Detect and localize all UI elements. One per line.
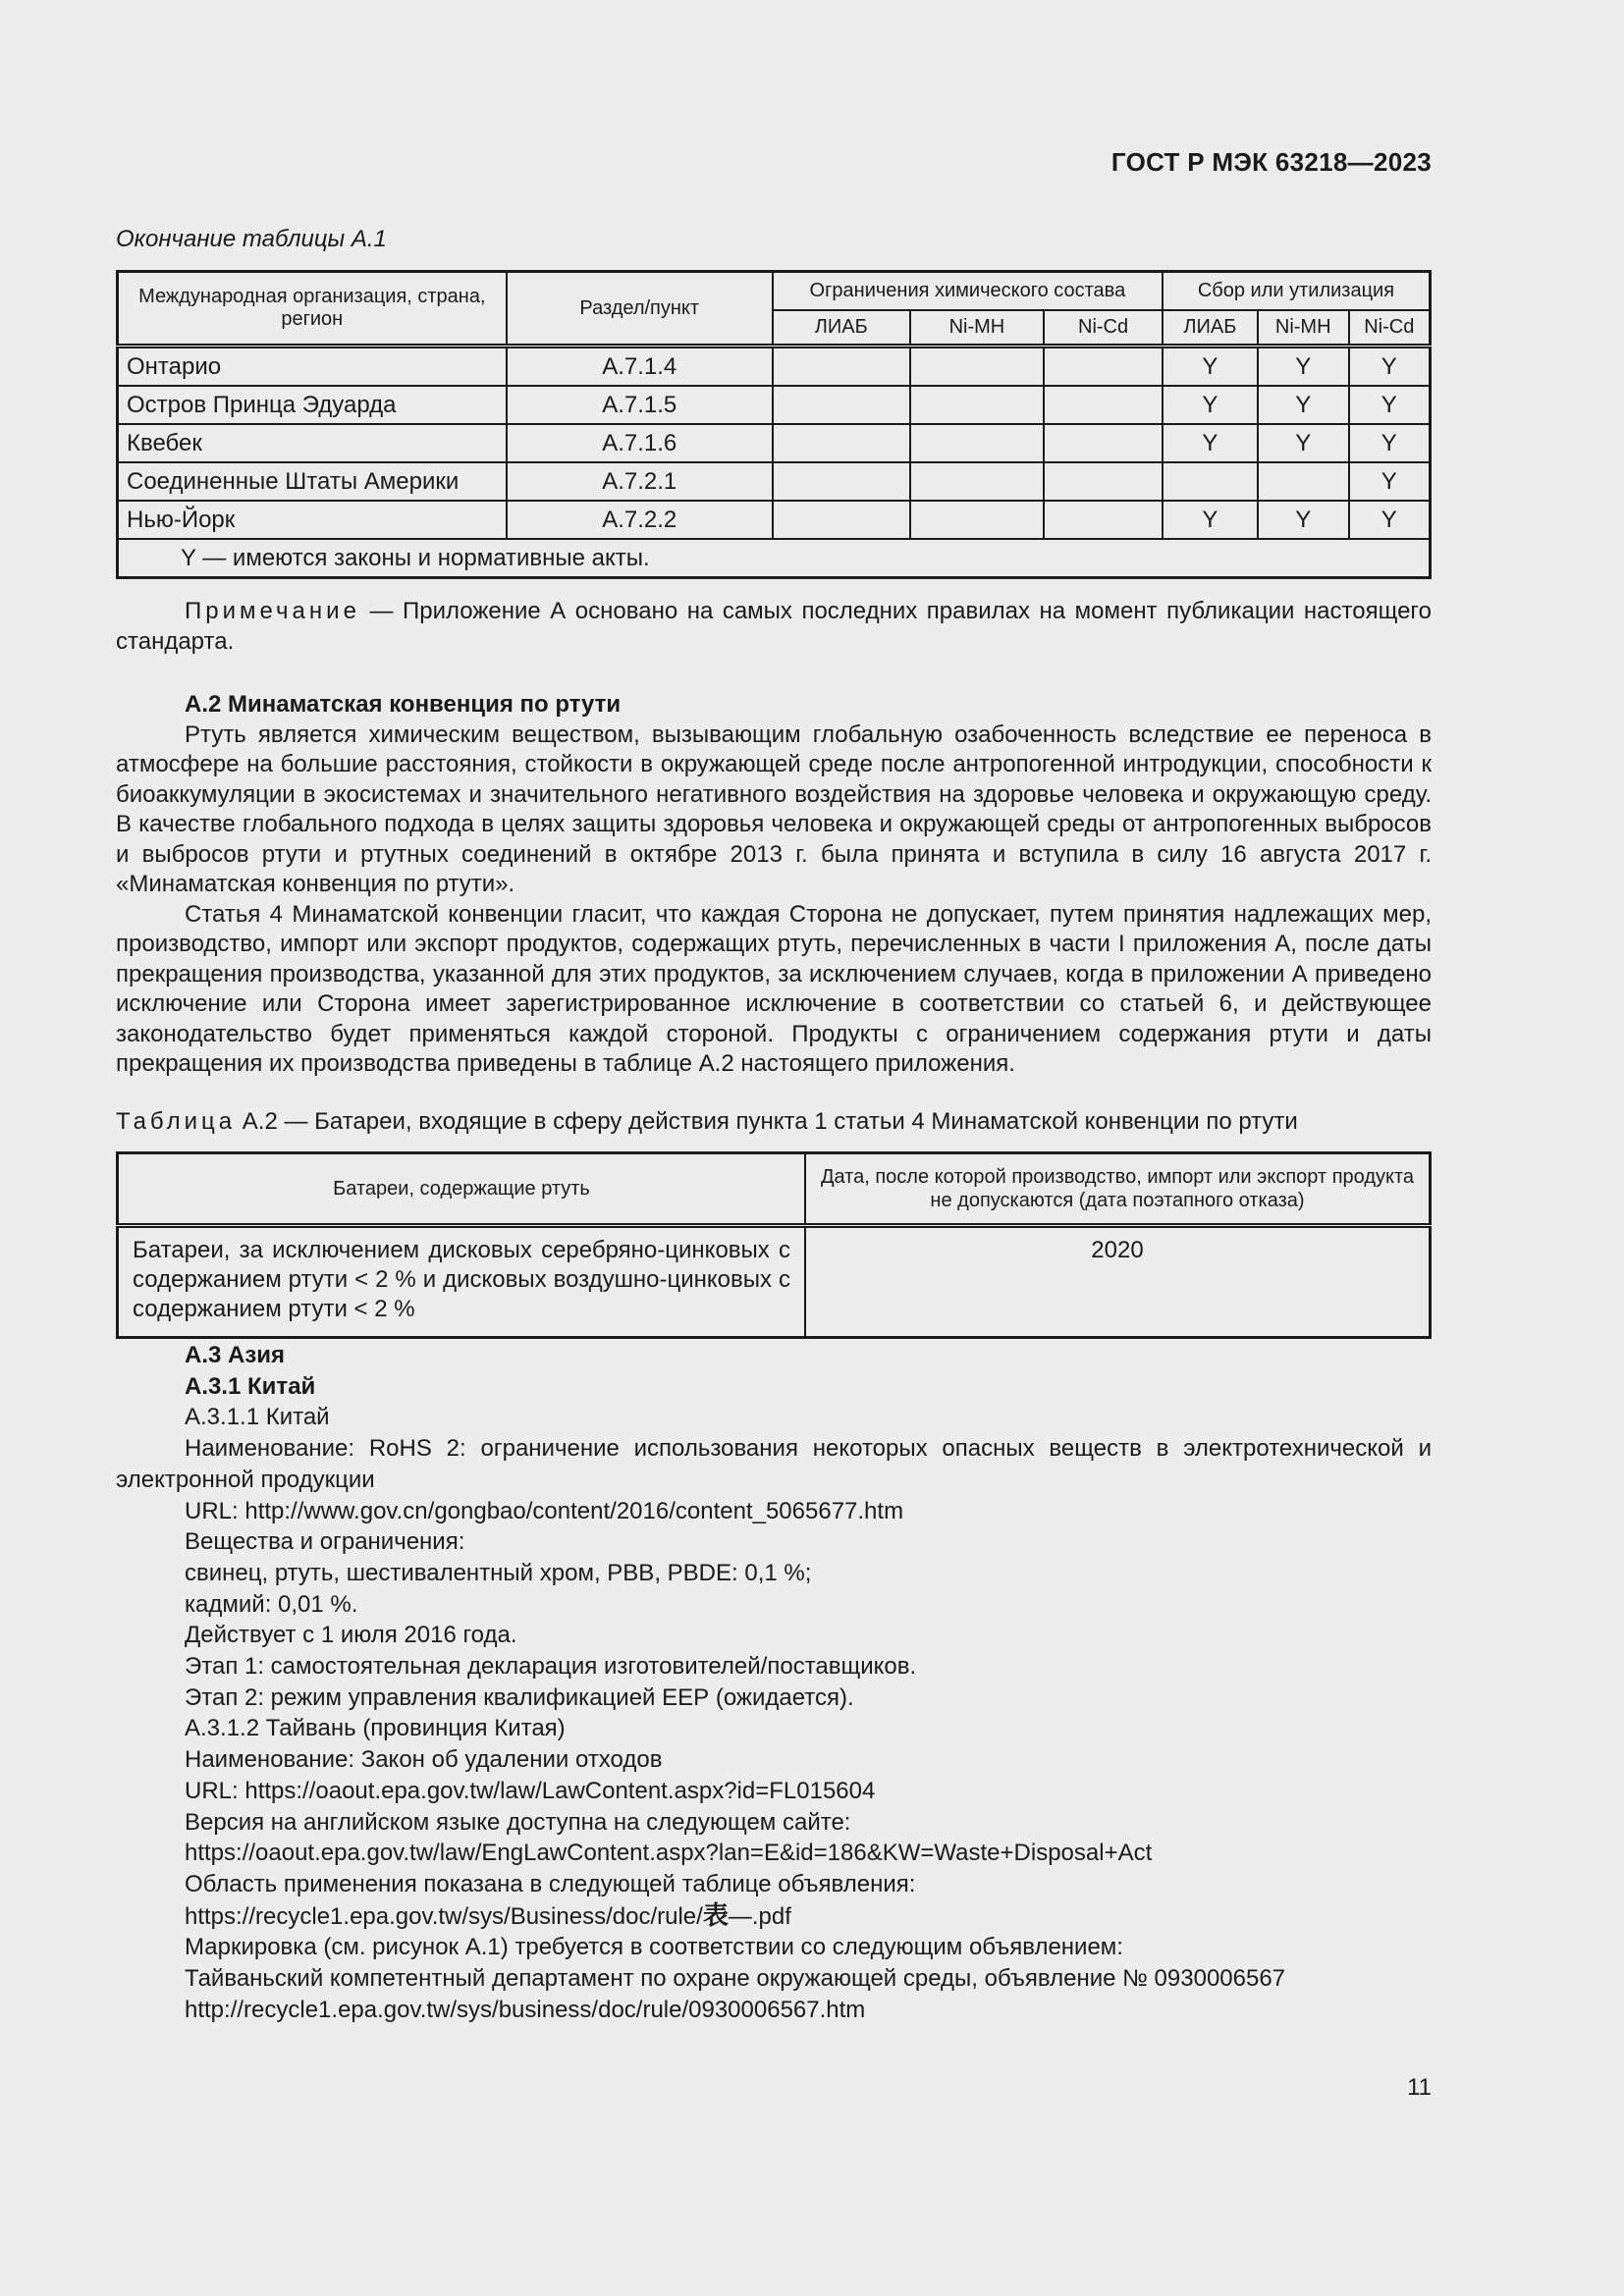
text-line: Наименование: Закон об удалении отходов <box>185 1746 663 1774</box>
row-organization: Соединенные Штаты Америки <box>118 462 507 501</box>
row-section: А.7.1.4 <box>507 347 773 387</box>
url-line: URL: https://oaout.epa.gov.tw/law/LawContent.aspx?id=FL015604 <box>185 1777 876 1804</box>
row-value <box>910 501 1045 539</box>
url-line: https://oaout.epa.gov.tw/law/EngLawContent.aspx?lan=E&id=186&KW=Waste+Disposal+Act <box>185 1840 1153 1867</box>
section-heading: А.2 Минаматская конвенция по ртути <box>185 691 622 718</box>
page-number: 11 <box>1407 2074 1432 2101</box>
sub-header-liab: ЛИАБ <box>1163 310 1258 347</box>
table-row <box>118 1226 1431 1338</box>
row-value <box>910 386 1045 424</box>
sub-header-nicd: Ni-Cd <box>1349 310 1431 347</box>
row-value <box>1044 386 1163 424</box>
url-part-cjk: 表 <box>702 1899 729 1930</box>
row-value <box>1044 424 1163 462</box>
row-organization: Нью-Йорк <box>118 501 507 539</box>
text-line: Область применения показана в следующей таблице объявления: <box>185 1870 916 1897</box>
row-value <box>1044 347 1163 387</box>
row-value <box>773 462 910 501</box>
col-header-phaseout-date: Дата, после которой производство, импорт или экспорт продукта не допускаются (дата поэтапного отказа) <box>805 1153 1431 1226</box>
row-value <box>773 386 910 424</box>
col-header-section: Раздел/пункт <box>507 272 773 347</box>
sub-header-nimh: Ni-MH <box>910 310 1045 347</box>
row-value <box>1163 462 1258 501</box>
col-group-chemical-restrictions: Ограничения химического состава <box>773 272 1163 311</box>
text-line: Наименование: RoHS 2: ограничение использования некоторых опасных веществ в электротехнической и электронной продукции <box>116 1435 1432 1493</box>
row-value <box>773 347 910 387</box>
row-value <box>1044 501 1163 539</box>
row-value <box>1044 462 1163 501</box>
row-value: Y <box>1349 347 1431 387</box>
table-a1-end <box>116 270 1432 579</box>
row-value <box>773 424 910 462</box>
url-line: URL: http://www.gov.cn/gongbao/content/2016/content_5065677.htm <box>185 1497 904 1524</box>
row-section: А.7.1.6 <box>507 424 773 462</box>
col-group-collection: Сбор или утилизация <box>1163 272 1431 311</box>
table-row <box>118 347 1431 387</box>
row-value: Y <box>1349 462 1431 501</box>
text-line: А.3.1.2 Тайвань (провинция Китая) <box>185 1715 566 1742</box>
row-organization: Остров Принца Эдуарда <box>118 386 507 424</box>
url-part: —.pdf <box>728 1902 791 1930</box>
table-caption <box>116 1108 1298 1136</box>
text-line: свинец, ртуть, шестивалентный хром, PBB, PBDE: 0,1 %; <box>185 1559 812 1586</box>
url-part: https://recycle1.epa.gov.tw/sys/Business/doc/rule/ <box>185 1902 703 1930</box>
url-line <box>116 1900 1432 1933</box>
sub-header-nimh: Ni-MH <box>1258 310 1349 347</box>
row-value: Y <box>1258 347 1349 387</box>
row-value: Y <box>1349 386 1431 424</box>
table-caption-text: А.2 — Батареи, входящие в сферу действия пункта 1 статьи 4 Минаматской конвенции по ртути <box>236 1108 1298 1135</box>
table-row <box>118 386 1431 424</box>
paragraph: Статья 4 Минаматской конвенции гласит, что каждая Сторона не допускает, путем принятия надлежащих мер, производство, импорт или экспорт продуктов, содержащих ртуть, перечисленных в части I приложения А, после даты прекращения производства, указанной для этих продуктов, за исключением случаев, когда в приложении А приведено исключение или Сторона имеет зарегистрированное исключение в соответствии со статьей 6, и действующее законодательство будет применяться каждой стороной. Продукты с ограничением содержания ртути и даты прекращения их производства приведены в таблице А.2 настоящего приложения. <box>116 900 1432 1077</box>
url-line: http://recycle1.epa.gov.tw/sys/business/doc/rule/0930006567.htm <box>185 1996 866 2023</box>
text-line: Версия на английском языке доступна на следующем сайте: <box>185 1808 851 1836</box>
row-section: А.7.2.2 <box>507 501 773 539</box>
col-header-organization: Международная организация, страна, регион <box>118 272 507 347</box>
row-organization: Квебек <box>118 424 507 462</box>
row-value: Y <box>1163 424 1258 462</box>
row-value <box>910 462 1045 501</box>
row-value: Y <box>1349 501 1431 539</box>
row-value: Y <box>1258 386 1349 424</box>
text-line: Этап 1: самостоятельная декларация изготовителей/поставщиков. <box>185 1653 917 1681</box>
row-value: Y <box>1258 501 1349 539</box>
table-caption-label: Таблица <box>116 1108 237 1135</box>
note-text: — Приложение А основано на самых последних правилах на момент публикации настоящего стандарта. <box>116 598 1432 655</box>
row-value <box>910 424 1045 462</box>
row-value: Y <box>1163 501 1258 539</box>
row-value: Y <box>1349 424 1431 462</box>
section-heading: А.3 Азия <box>185 1342 286 1368</box>
row-batteries: Батареи, за исключением дисковых серебряно-цинковых с содержанием ртути < 2 % и дисковых воздушно-цинковых с содержанием ртути < 2 % <box>118 1226 806 1338</box>
section-a3 <box>116 1340 1432 2025</box>
row-value: Y <box>1163 347 1258 387</box>
text-line: Этап 2: режим управления квалификацией ЕЕР (ожидается). <box>185 1683 854 1711</box>
note-label: Примечание <box>185 598 360 624</box>
text-line: кадмий: 0,01 %. <box>185 1590 358 1618</box>
sub-header-nicd: Ni-Cd <box>1044 310 1163 347</box>
text-line: Действует с 1 июля 2016 года. <box>185 1622 517 1649</box>
table-legend: Y — имеются законы и нормативные акты. <box>118 539 1431 578</box>
text-line: Вещества и ограничения: <box>185 1528 465 1556</box>
text-line: Тайваньский компетентный департамент по охране окружающей среды, объявление № 0930006567 <box>185 1965 1286 1993</box>
table-a2 <box>116 1151 1432 1339</box>
row-value: Y <box>1163 386 1258 424</box>
row-value <box>773 501 910 539</box>
row-organization: Онтарио <box>118 347 507 387</box>
row-section: А.7.1.5 <box>507 386 773 424</box>
document-code-header: ГОСТ Р МЭК 63218—2023 <box>1110 147 1432 177</box>
col-header-batteries: Батареи, содержащие ртуть <box>118 1153 806 1226</box>
row-value: Y <box>1258 424 1349 462</box>
note-paragraph <box>116 597 1432 657</box>
section-a2 <box>116 690 1432 1080</box>
table-row <box>118 462 1431 501</box>
table-row <box>118 501 1431 539</box>
paragraph: Ртуть является химическим веществом, вызывающим глобальную озабоченность вследствие ее переноса в атмосфере на большие расстояния, стойкости в окружающей среде после антропогенной интродукции, способности к биоаккумуляции в экосистемах и значительного негативного воздействия на здоровье человека и окружающую среду. В качестве глобального подхода в целях защиты здоровья человека и окружающей среды от антропогенных выбросов и выбросов ртути и ртутных соединений в октябре 2013 г. была принята и вступила в силу 16 августа 2017 г. «Минаматская конвенция по ртути». <box>116 721 1432 897</box>
row-section: А.7.2.1 <box>507 462 773 501</box>
table-continuation-caption: Окончание таблицы А.1 <box>116 226 387 252</box>
table-row <box>118 424 1431 462</box>
text-line: Маркировка (см. рисунок А.1) требуется в соответствии со следующим объявлением: <box>185 1934 1123 1961</box>
subsection-heading: А.3.1 Китай <box>185 1372 316 1400</box>
row-phaseout-date: 2020 <box>805 1226 1431 1338</box>
row-value <box>1258 462 1349 501</box>
row-value <box>910 347 1045 387</box>
text-line: А.3.1.1 Китай <box>185 1404 330 1431</box>
sub-header-liab: ЛИАБ <box>773 310 910 347</box>
